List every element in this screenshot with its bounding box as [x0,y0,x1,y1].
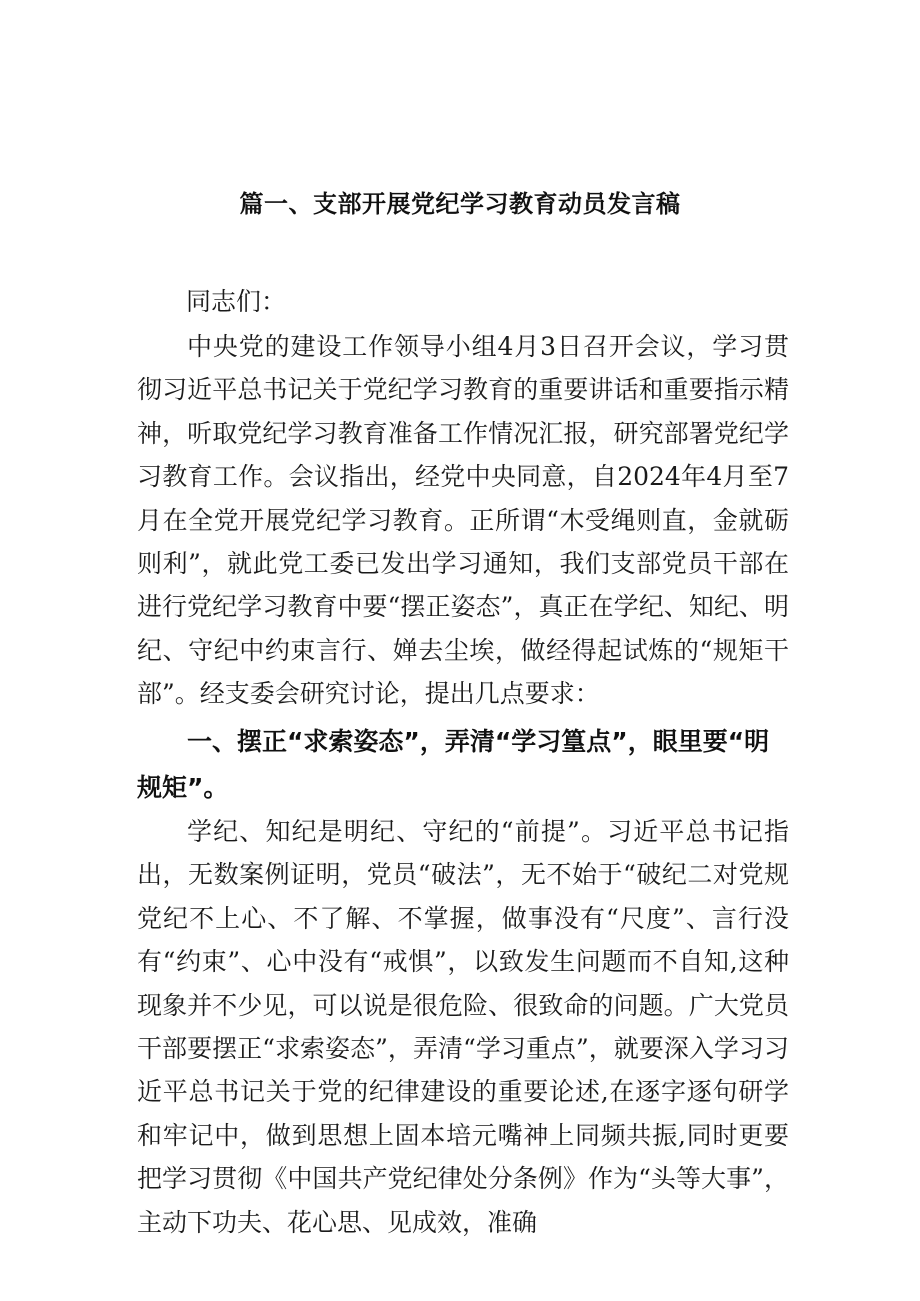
document-title: 篇一、支部开展党纪学习教育动员发言稿 [239,190,681,218]
section-heading-1: 一、摆正“求索姿态”，弄清“学习篁点”，眼里要“明规矩”。 [137,727,770,802]
salutation: 同志们： [186,287,287,316]
paragraph-1: 中央党的建设工作领导小组4月3日召开会议，学习贯彻习近平总书记关于党纪学习教育的重要讲话和重要指示精神，听取党纪学习教育准备工作情况汇报，研究部署党纪学习教育工作。会议指出，经党中央同意，自2024年4月至7月在全党开展党纪学习教育。正所谓“木受绳则直，金就砺则利”，就此党工委已发出学习通知，我们支部党员干部在进行党纪学习教育中要“摆正姿态”，真正在学纪、知纪、明纪、守纪中约束言行、婵去尘埃，做经得起试炼的“规矩干部”。经支委会研究讨论，提出几点要求： [137,332,789,709]
paragraph-2: 学纪、知纪是明纪、守纪的“前提”。习近平总书记指出，无数案例证明，党员“破法”，无不始于“破纪二对党规党纪不上心、不了解、不掌握，做事没有“尺度”、言行没有“约束”、心中没有“戒惧”，以致发生问题而不自知,这种现象并不少见，可以说是很危险、很致命的问题。广大党员干部要摆正“求索姿态”，弄清“学习重点”，就要深入学习习近平总书记关于党的纪律建设的重要论述,在逐字逐句研学和牢记中，做到思想上固本培元嘴神上同频共振,同时更要把学习贯彻《中国共产党纪律处分条例》作为“头等大事”，主动下功夫、花心思、见成效，准确 [137,817,789,1237]
